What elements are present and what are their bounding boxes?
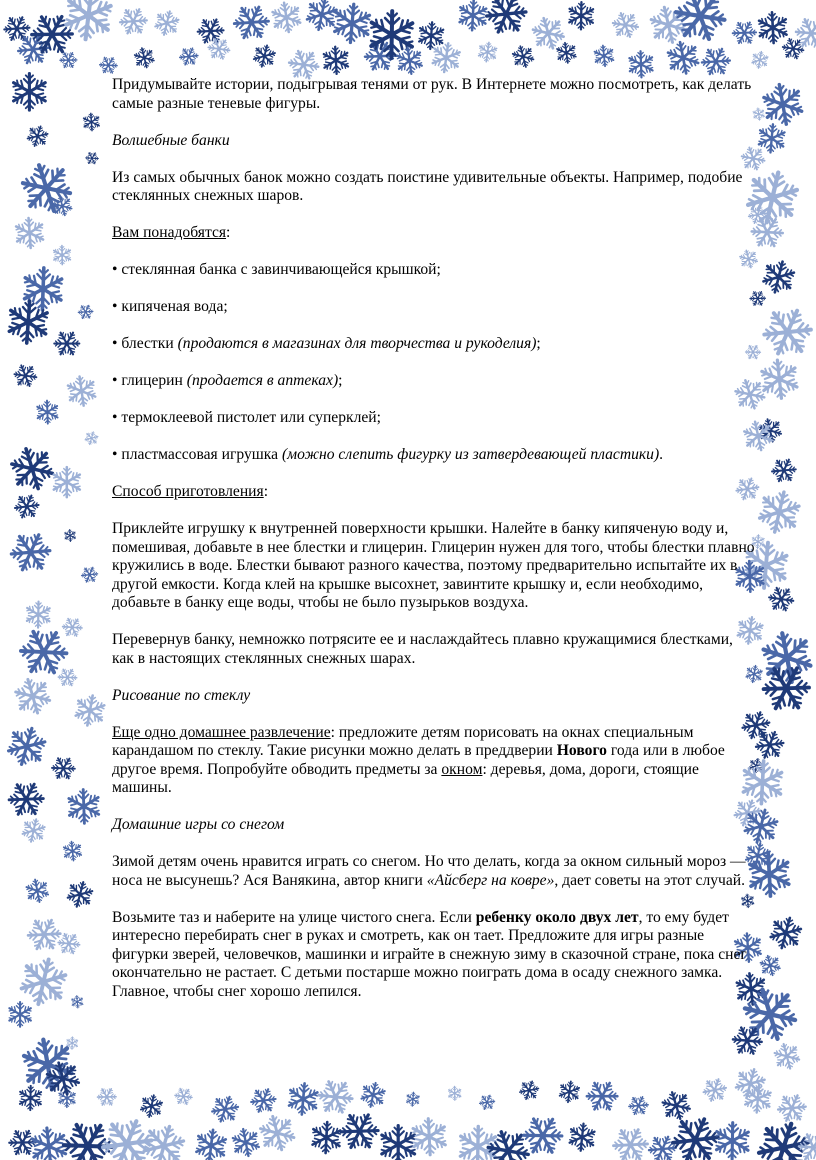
- list-item: • блестки (продаются в магазинах для творчества и рукоделия);: [112, 335, 541, 352]
- snowflake-icon: [589, 41, 618, 70]
- snowflake-icon: [115, 3, 151, 39]
- snowflake-icon: [700, 1075, 730, 1104]
- list-item: • термоклеевой пистолет или суперклей;: [112, 409, 381, 426]
- snowflake-icon: [3, 723, 50, 769]
- snowflake-icon: [567, 1122, 597, 1152]
- snowflake-icon: [8, 1002, 33, 1027]
- snowflake-icon: [310, 1121, 343, 1154]
- snowflake-icon: [755, 657, 816, 719]
- link-window[interactable]: окном: [441, 760, 483, 778]
- snowflake-icon: [626, 1093, 652, 1119]
- needs-label: Вам понадобятся: [112, 224, 227, 241]
- snowflake-icon: [480, 0, 533, 40]
- snowflake-icon: [62, 527, 79, 544]
- snowflake-icon: [83, 430, 100, 446]
- list-item: • пластмассовая игрушка (можно слепить фигурку из затвердевающей пластики).: [112, 446, 664, 463]
- snowflake-icon: [64, 879, 96, 910]
- snowflake-icon: [50, 326, 84, 360]
- snowflake-icon: [130, 44, 159, 73]
- snowflake-icon: [96, 53, 120, 77]
- link-home-fun[interactable]: Еще одно домашнее развлечение: [112, 723, 331, 741]
- snowflake-icon: [25, 123, 51, 149]
- snowflake-icon: [312, 1073, 359, 1120]
- snowflake-icon: [25, 601, 52, 627]
- snowflake-icon: [3, 776, 50, 823]
- snowflake-icon: [405, 1092, 420, 1107]
- list-item: • кипяченая вода;: [112, 298, 228, 315]
- snowflake-icon: [18, 1086, 43, 1111]
- snowflake-icon: [171, 1084, 195, 1108]
- snowflake-icon: [697, 43, 735, 81]
- snowflake-icon: [9, 212, 51, 254]
- snowflake-icon: [11, 74, 48, 111]
- snowflake-icon: [83, 149, 101, 167]
- snowflake-icon: [253, 1108, 302, 1157]
- snowflake-icon: [177, 44, 201, 68]
- snowflake-icon: [417, 21, 446, 50]
- snowflake-icon: [228, 0, 274, 45]
- snowflake-icon: [607, 1122, 653, 1160]
- snowflake-icon: [754, 76, 811, 133]
- snowflake-icon: [773, 1090, 810, 1127]
- snowflake-icon: [756, 951, 785, 980]
- snowflake-icon: [265, 0, 307, 38]
- snowflake-icon: [52, 467, 82, 497]
- paragraph-jars-intro: Из самых обычных банок можно создать поистине удивительные объекты. Например, подобие стеклянных снежных шаров.: [112, 168, 743, 204]
- snowflake-icon: [59, 614, 86, 641]
- heading-glass-drawing: Рисование по стеклу: [112, 686, 251, 704]
- snowflake-icon: [55, 665, 81, 691]
- paragraph-snow-games: Возьмите таз и наберите на улице чистого снега. Если ребенку около двух лет, то ему будет интересно перебирать снег в руках и смотреть, как он тает. Предложите для игры разные фигурки зверей, человечков, машинки и играйте в снежную зиму в сказочной стране, пока снег окончательно не растает. С детьми постарше можно поиграть дома в осаду снежного замка. Главное, чтобы снег хорошо лепился.: [112, 908, 747, 1000]
- snowflake-icon: [728, 17, 760, 49]
- snowflake-icon: [750, 50, 770, 70]
- snowflake-icon: [756, 301, 816, 363]
- snowflake-icon: [766, 914, 805, 952]
- snowflake-icon: [12, 154, 81, 223]
- snowflake-icon: [445, 1084, 464, 1103]
- snowflake-icon: [754, 487, 804, 536]
- snowflake-icon: [317, 41, 355, 79]
- snowflake-icon: [21, 875, 53, 907]
- snowflake-icon: [476, 41, 498, 63]
- snowflake-icon: [607, 7, 643, 43]
- book-title: «Айсберг на ковре»: [426, 871, 555, 889]
- snowflake-icon: [69, 993, 86, 1010]
- snowflake-icon: [16, 954, 72, 1009]
- heading-magic-jars: Волшебные банки: [112, 131, 230, 149]
- list-item: • стеклянная банка с завинчивающейся крышкой;: [112, 261, 441, 278]
- paragraph-method: Приклейте игрушку к внутренней поверхности крышки. Налейте в банку кипяченую воду и, помешивая, добавьте в нее блестки и глицерин. Глицерин нужен для того, чтобы блестки плавно кружились в воде. Блестки бывают разного качества, поэтому предварительно испытайте их в другой емкости. Когда клей на крышке высохнет, завинтите крышку и, если необходимо, добавьте в банку еще воды, чтобы не было пузырьков воздуха.: [112, 520, 755, 611]
- snowflake-icon: [665, 0, 735, 51]
- snowflake-icon: [656, 1086, 696, 1126]
- snowflake-icon: [61, 370, 103, 412]
- paragraph-snow-intro: Зимой детям очень нравится играть со снегом. Но что делать, когда за окном сильный мороз — носа не высунешь? Ася Ванякина, автор книги «Айсберг на ковре», дает советы на этот случай.: [112, 853, 746, 889]
- document-body: [112, 76, 757, 1001]
- snowflake-icon: [11, 491, 43, 522]
- paragraph-glass-drawing: Еще одно домашнее развлечение: предложите детям порисовать на окнах специальным карандашом по стеклу. Такие рисунки можно делать в преддверии Нового года или в любое другое время. Попробуйте обводить предметы за окном: деревья, дома, дороги, стоящие машины.: [112, 723, 725, 796]
- snowflake-icon: [94, 1084, 120, 1109]
- snowflake-icon: [60, 783, 107, 830]
- snowflake-icon: [247, 1084, 280, 1116]
- snowflake-icon: [48, 752, 80, 784]
- snowflake-icon: [661, 35, 706, 80]
- snowflake-icon: [204, 34, 234, 64]
- snowflake-icon: [769, 1038, 805, 1074]
- snowflake-icon: [581, 1075, 623, 1117]
- snowflake-icon: [477, 1092, 497, 1112]
- snowflake-icon: [79, 564, 100, 585]
- paragraph-shadow-stories: Придумывайте истории, подыгрывая тенями от рук. В Интернете можно посмотреть, как делать самые разные теневые фигуры.: [112, 76, 752, 112]
- snowflake-icon: [76, 302, 96, 322]
- snowflake-icon: [138, 1093, 165, 1119]
- snowflake-icon: [208, 1092, 242, 1126]
- snowflake-icon: [286, 1082, 320, 1116]
- snowflake-icon: [768, 455, 800, 487]
- snowflake-icon: [193, 1128, 229, 1160]
- snowflake-icon: [10, 360, 41, 391]
- snowflake-icon: [59, 838, 86, 865]
- snowflake-icon: [57, 49, 80, 72]
- snowflake-icon: [358, 1080, 387, 1109]
- snowflake-icon: [72, 693, 108, 728]
- snowflake-icon: [557, 1080, 581, 1104]
- snowflake-icon: [567, 2, 595, 30]
- method-label: Способ приготовления: [112, 483, 264, 500]
- snowflake-icon: [79, 110, 103, 134]
- snowflake-icon: [379, 1126, 417, 1160]
- snowflake-icon: [8, 671, 58, 721]
- snowflake-icon: [430, 41, 463, 74]
- snowflake-icon: [759, 258, 798, 296]
- method-line: Способ приготовления:: [112, 483, 269, 500]
- snowflake-icon: [31, 396, 63, 428]
- snowflake-icon: [517, 1078, 541, 1102]
- paragraph-shake: Перевернув банку, немножко потрясите ее и наслаждайтесь плавно кружащимися блестками, как в настоящих стеклянных снежных шарах.: [112, 631, 733, 667]
- heading-snow-games: Домашние игры со снегом: [112, 816, 285, 833]
- snowflake-icon: [0, 12, 34, 46]
- snowflake-icon: [508, 41, 539, 72]
- snowflake-icon: [20, 817, 48, 845]
- snowflake-icon: [152, 8, 182, 37]
- list-item: • глицерин (продается в аптеках);: [112, 372, 343, 389]
- snowflake-icon: [457, 0, 489, 31]
- snowflake-icon: [644, 1131, 680, 1160]
- snowflake-icon: [526, 11, 571, 56]
- snowflake-icon: [714, 1122, 752, 1159]
- snowflake-icon: [22, 913, 66, 957]
- snowflake-icon: [251, 43, 278, 70]
- snowflake-icon: [49, 242, 75, 268]
- needs-line: Вам понадобятся:: [112, 224, 231, 241]
- snowflake-icon: [5, 527, 57, 579]
